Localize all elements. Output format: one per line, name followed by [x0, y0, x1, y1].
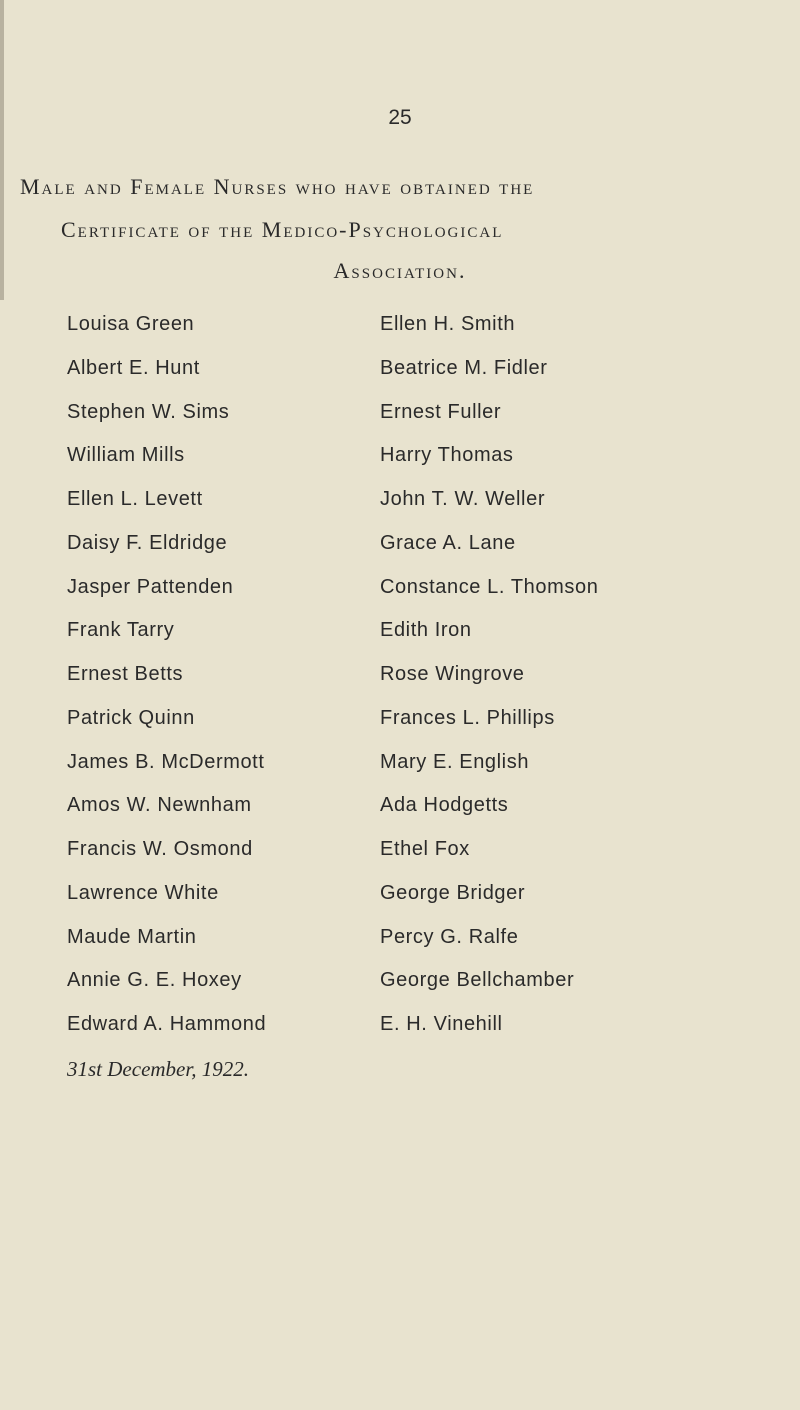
list-item: Albert E. Hunt — [67, 356, 200, 379]
list-item: Grace A. Lane — [380, 531, 516, 554]
list-item: Patrick Quinn — [67, 706, 195, 729]
list-item: Frances L. Phillips — [380, 706, 555, 729]
list-item: Harry Thomas — [380, 444, 514, 467]
list-item: Louisa Green — [67, 313, 195, 335]
list-item: Constance L. Thomson — [380, 575, 599, 598]
list-item: William Mills — [67, 444, 185, 467]
list-item: John T. W. Weller — [380, 488, 546, 510]
list-item: Jasper Pattenden — [67, 575, 234, 598]
page-number: 25 — [388, 106, 412, 129]
list-item: Rose Wingrove — [380, 663, 525, 685]
list-item: Maude Martin — [67, 925, 197, 948]
list-item: Ellen L. Levett — [67, 488, 203, 510]
list-item: E. H. Vinehill — [380, 1013, 503, 1035]
list-item: Ethel Fox — [380, 838, 470, 860]
list-item: George Bellchamber — [380, 969, 575, 992]
list-item: Edward A. Hammond — [67, 1013, 267, 1035]
list-item: Ernest Fuller — [380, 400, 502, 423]
document-date: 31st December, 1922. — [67, 1057, 249, 1081]
list-item: Lawrence White — [67, 881, 219, 904]
list-item: Frank Tarry — [67, 619, 175, 642]
names-left-column — [67, 312, 367, 1056]
list-item: Mary E. English — [380, 750, 530, 773]
heading-line-1: Male and Female Nurses who have obtained the — [20, 174, 535, 199]
list-item: Percy G. Ralfe — [380, 925, 519, 948]
list-item: George Bridger — [380, 881, 526, 904]
heading-line-3: Association. — [333, 258, 467, 283]
list-item: Francis W. Osmond — [67, 838, 253, 860]
list-item: Ernest Betts — [67, 663, 184, 685]
list-item: Beatrice M. Fidler — [380, 356, 548, 379]
page-edge — [0, 0, 4, 300]
list-item: Ellen H. Smith — [380, 313, 516, 335]
list-item: Edith Iron — [380, 619, 472, 642]
list-item: Amos W. Newnham — [67, 794, 252, 817]
list-item: Annie G. E. Hoxey — [67, 969, 242, 992]
heading-line-2: Certificate of the Medico-Psychological — [61, 217, 504, 242]
names-right-column — [380, 312, 800, 1056]
list-item: Ada Hodgetts — [380, 794, 509, 817]
list-item: James B. McDermott — [67, 750, 265, 773]
list-item: Daisy F. Eldridge — [67, 531, 228, 554]
list-item: Stephen W. Sims — [67, 400, 230, 423]
